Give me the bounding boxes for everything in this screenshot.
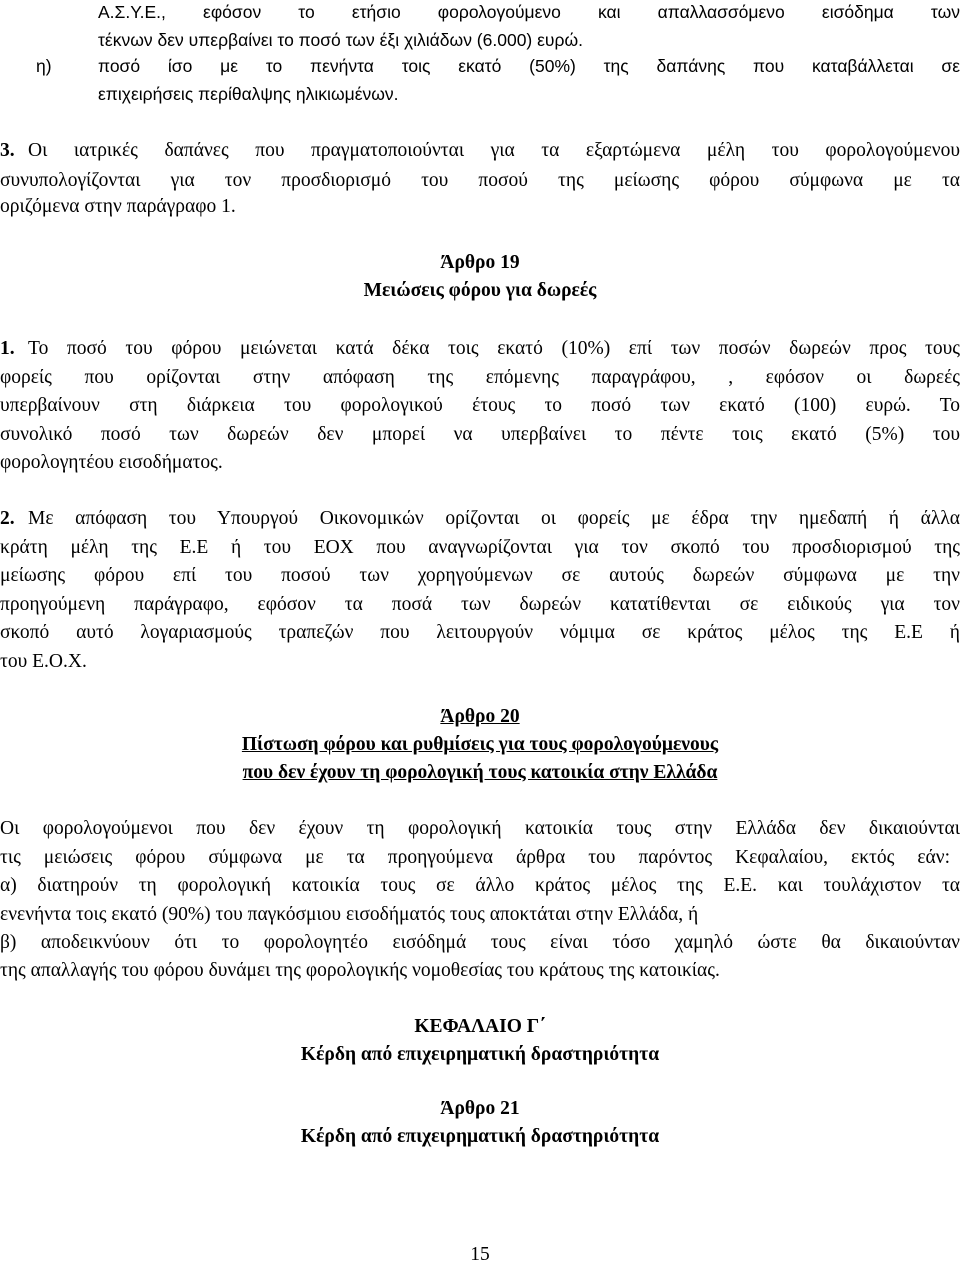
page-number: 15 <box>470 1244 490 1265</box>
paragraph-text: προηγούμενη παράγραφο, εφόσον τα ποσά των δωρεών κατατίθενται σε ειδικούς για τον <box>0 594 960 615</box>
paragraph-text: ενενήντα τοις εκατό (90%) του παγκόσμιου εισοδήματός τους αποκτάται στην Ελλάδα, ή <box>0 904 699 925</box>
paragraph-text: του Ε.Ο.Χ. <box>0 651 87 672</box>
paragraph-number: 2. <box>0 508 15 529</box>
paragraph-text: συνολικό ποσό των δωρεών δεν μπορεί να υπερβαίνει το πέντε τοις εκατό (5%) του <box>0 424 960 445</box>
list-continuation-line: Α.Σ.Υ.Ε., εφόσον το ετήσιο φορολογούμενο και απαλλασσόμενο εισόδημα των <box>98 2 960 22</box>
paragraph-text: της απαλλαγής του φόρου δυνάμει της φορολογικής νομοθεσίας του κράτους της κατοικίας. <box>0 960 720 981</box>
paragraph-text: φορολογητέου εισοδήματος. <box>0 452 223 473</box>
article-title: που δεν έχουν τη φορολογική τους κατοικία στην Ελλάδα <box>242 762 718 783</box>
paragraph-text: φορείς που ορίζονται στην απόφαση της επόμενης παραγράφου, , εφόσον οι δωρεές <box>0 367 960 388</box>
paragraph-text: συνυπολογίζονται για τον προσδιορισμό του ποσού της μείωσης φόρου σύμφωνα με τα <box>0 170 960 191</box>
paragraph-text: σκοπό αυτό λογαριασμούς τραπεζών που λειτουργούν νόμιμα σε κράτος μέλος της Ε.Ε ή <box>0 622 960 643</box>
article-heading: Άρθρο 21 <box>440 1098 520 1119</box>
article-title: Μειώσεις φόρου για δωρεές <box>363 280 597 301</box>
chapter-title: Κέρδη από επιχειρηματική δραστηριότητα <box>300 1044 660 1065</box>
paragraph-text: Οι φορολογούμενοι που δεν έχουν τη φορολογική κατοικία τους στην Ελλάδα δεν δικαιούνται <box>0 818 960 839</box>
paragraph-number: 3. <box>0 140 15 161</box>
paragraph-text: μείωσης φόρου επί του ποσού των χορηγούμενων σε αυτούς δωρεών σύμφωνα με την <box>0 565 960 586</box>
article-title: Κέρδη από επιχειρηματική δραστηριότητα <box>300 1126 660 1147</box>
article-heading: Άρθρο 20 <box>440 706 520 727</box>
list-continuation-line: τέκνων δεν υπερβαίνει το ποσό των έξι χιλιάδων (6.000) ευρώ. <box>98 30 583 50</box>
paragraph-number: 1. <box>0 338 15 359</box>
paragraph-text: Οι ιατρικές δαπάνες που πραγματοποιούνται για τα εξαρτώμενα μέλη του φορολογούμενου <box>28 140 960 161</box>
paragraph-text: Με απόφαση του Υπουργού Οικονομικών ορίζονται οι φορείς με έδρα την ημεδαπή ή άλλα <box>28 508 960 529</box>
paragraph-text: τις μειώσεις φόρου σύμφωνα με τα προηγούμενα άρθρα του παρόντος Κεφαλαίου, εκτός εάν: <box>0 847 950 868</box>
paragraph-text: οριζόμενα στην παράγραφο 1. <box>0 196 236 217</box>
list-item-label: η) <box>36 56 52 76</box>
list-item-text: ποσό ίσο με το πενήντα τοις εκατό (50%) της δαπάνης που καταβάλλεται σε <box>98 56 960 76</box>
article-title: Πίστωση φόρου και ρυθμίσεις για τους φορολογούμενους <box>241 734 719 755</box>
article-heading: Άρθρο 19 <box>440 252 520 273</box>
list-item-text: επιχειρήσεις περίθαλψης ηλικιωμένων. <box>98 84 399 104</box>
chapter-heading: ΚΕΦΑΛΑΙΟ Γ΄ <box>414 1016 546 1037</box>
paragraph-text: Το ποσό του φόρου μειώνεται κατά δέκα τοις εκατό (10%) επί των ποσών δωρεών προς τους <box>28 338 960 359</box>
paragraph-text: κράτη μέλη της Ε.Ε ή του ΕΟΧ που αναγνωρίζονται για τον σκοπό του προσδιορισμού της <box>0 537 960 558</box>
paragraph-text: α) διατηρούν τη φορολογική κατοικία τους σε άλλο κράτος μέλος της Ε.Ε. και τουλάχιστον τα <box>0 875 960 896</box>
paragraph-text: β) αποδεικνύουν ότι το φορολογητέο εισόδημά τους είναι τόσο χαμηλό ώστε θα δικαιούνταν <box>0 932 960 953</box>
paragraph-text: υπερβαίνουν στη διάρκεια του φορολογικού έτους το ποσό των εκατό (100) ευρώ. Το <box>0 395 960 416</box>
